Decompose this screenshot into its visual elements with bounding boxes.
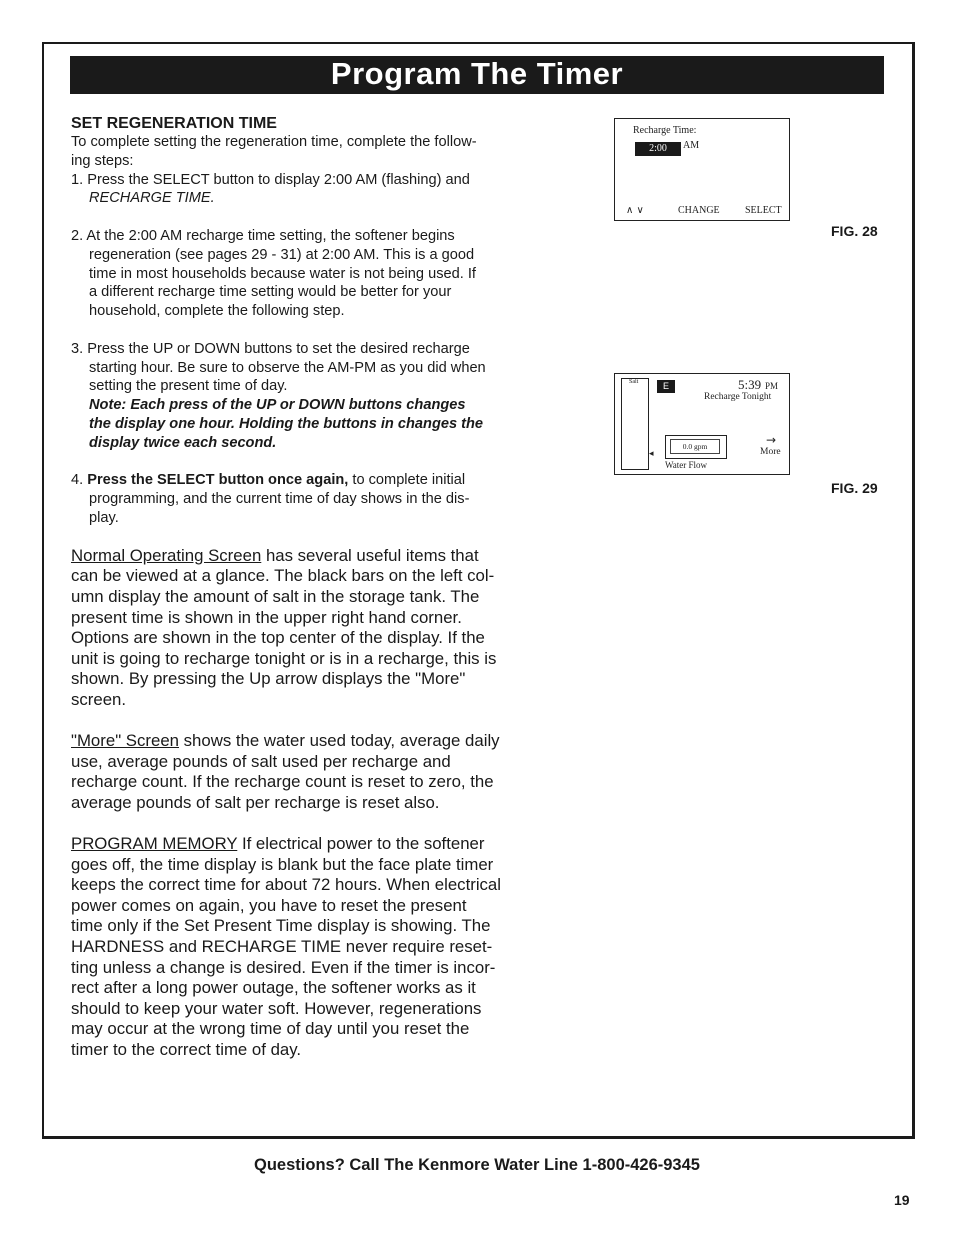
step-2-line: household, complete the following step. (89, 303, 345, 320)
normal-operating-display (614, 373, 790, 475)
salt-level-bar (621, 378, 649, 470)
paragraph-line: can be viewed at a glance. The black bars on the left col- (71, 566, 495, 586)
paragraph-line: power comes on again, you have to reset the present (71, 895, 467, 915)
fig-29-label: FIG. 29 (831, 480, 878, 496)
recharge-time-heading: Recharge Time: (633, 125, 697, 136)
program-memory-label: PROGRAM MEMORY (71, 834, 238, 854)
section-heading: SET REGENERATION TIME (71, 115, 277, 132)
paragraph-line: If electrical power to the softener (237, 834, 485, 854)
step-4-line: play. (89, 509, 119, 526)
left-arrow-icon: ◂ (649, 449, 654, 459)
step-4-line: programming, and the current time of day shows in the dis- (89, 491, 470, 508)
page-number: 19 (894, 1192, 910, 1208)
present-time-meridiem: PM (765, 381, 779, 391)
normal-screen-paragraph (71, 546, 523, 731)
present-time: 5:39 (738, 377, 762, 392)
paragraph-line: may occur at the wrong time of day until you reset the (71, 1019, 470, 1039)
main-text-column (71, 114, 523, 1061)
more-arrow-icon: → (766, 433, 777, 447)
select-button-label: SELECT (745, 205, 782, 216)
recharge-time-meridiem: AM (683, 140, 700, 151)
note-line: Note: Each press of the UP or DOWN buttons changes (89, 397, 466, 414)
more-screen-paragraph (71, 731, 523, 834)
paragraph-line: average pounds of salt per recharge is reset also. (71, 792, 440, 812)
step-4-line (71, 471, 523, 490)
footer-help-line: Questions? Call The Kenmore Water Line 1-800-426-9345 (254, 1156, 700, 1174)
normal-screen-label: Normal Operating Screen (71, 545, 262, 565)
step-3-line: starting hour. Be sure to observe the AM-PM as you did when (89, 359, 486, 376)
paragraph-line: keeps the correct time for about 72 hours. When electrical (71, 875, 501, 895)
water-flow-value: 0.0 gpm (670, 439, 720, 454)
change-button-label: CHANGE (678, 205, 720, 216)
more-screen-label: "More" Screen (71, 731, 179, 751)
paragraph-line: timer to the correct time of day. (71, 1039, 302, 1059)
step-4-text: to complete initial (348, 472, 466, 489)
recharge-time-display (614, 118, 790, 221)
step-3-line: setting the present time of day. (89, 378, 288, 395)
fig-28-label: FIG. 28 (831, 223, 878, 239)
step-2-line: a different recharge time setting would be better for your (89, 284, 452, 301)
paragraph-line: should to keep your water soft. However, regenerations (71, 998, 482, 1018)
program-memory-paragraph (71, 834, 523, 1061)
step-4-number: 4. (71, 472, 84, 489)
note-line: display twice each second. (89, 434, 277, 451)
paragraph-line: shown. By pressing the Up arrow displays the "More" (71, 669, 466, 689)
option-badge: E (657, 380, 675, 393)
step-2-line: regeneration (see pages 29 - 31) at 2:00 AM. This is a good (89, 246, 475, 263)
more-label: More (760, 447, 781, 457)
paragraph-line: goes off, the time display is blank but the face plate timer (71, 854, 494, 874)
water-flow-label: Water Flow (665, 460, 708, 470)
paragraph-line: Options are shown in the top center of the display. If the (71, 628, 485, 648)
step-2-line: 2. At the 2:00 AM recharge time setting, the softener begins (71, 227, 455, 244)
paragraph-line: unit is going to recharge tonight or is in a recharge, this is (71, 648, 497, 668)
water-flow-box (665, 435, 727, 459)
paragraph-line: has several useful items that (261, 545, 479, 565)
paragraph-line: recharge count. If the recharge count is reset to zero, the (71, 772, 494, 792)
step-4-emphasis: Press the SELECT button once again, (87, 472, 349, 489)
note-line: the display one hour. Holding the buttons in changes the (89, 415, 484, 432)
step-2-line: time in most households because water is not being used. If (89, 265, 476, 282)
recharge-status: Recharge Tonight (704, 392, 772, 402)
intro-line: To complete setting the regeneration time, complete the follow- (71, 134, 477, 150)
recharge-time-value: 2:00 (635, 142, 681, 156)
paragraph-line: shows the water used today, average daily (178, 731, 500, 751)
paragraph-line: present time is shown in the upper right hand corner. (71, 607, 462, 627)
step-1-line: 1. Press the SELECT button to display 2:00 AM (flashing) and (71, 171, 470, 188)
intro-line: ing steps: (71, 152, 134, 169)
paragraph-line: HARDNESS and RECHARGE TIME never require reset- (71, 937, 493, 957)
up-down-arrows-icon: ∧ ∨ (626, 205, 644, 216)
salt-label: Salt (629, 379, 639, 385)
regeneration-steps (71, 133, 523, 528)
step-1-line: RECHARGE TIME. (89, 190, 215, 207)
paragraph-line: ting unless a change is desired. Even if the timer is incor- (71, 957, 496, 977)
paragraph-line: time only if the Set Present Time display is showing. The (71, 916, 491, 936)
paragraph-line: screen. (71, 689, 127, 709)
step-3-line: 3. Press the UP or DOWN buttons to set the desired recharge (71, 340, 470, 357)
page-title: Program The Timer (330, 56, 624, 91)
title-bar (70, 56, 884, 94)
paragraph-line: use, average pounds of salt used per recharge and (71, 751, 451, 771)
paragraph-line: rect after a long power outage, the softener works as it (71, 978, 476, 998)
paragraph-line: umn display the amount of salt in the storage tank. The (71, 586, 480, 606)
